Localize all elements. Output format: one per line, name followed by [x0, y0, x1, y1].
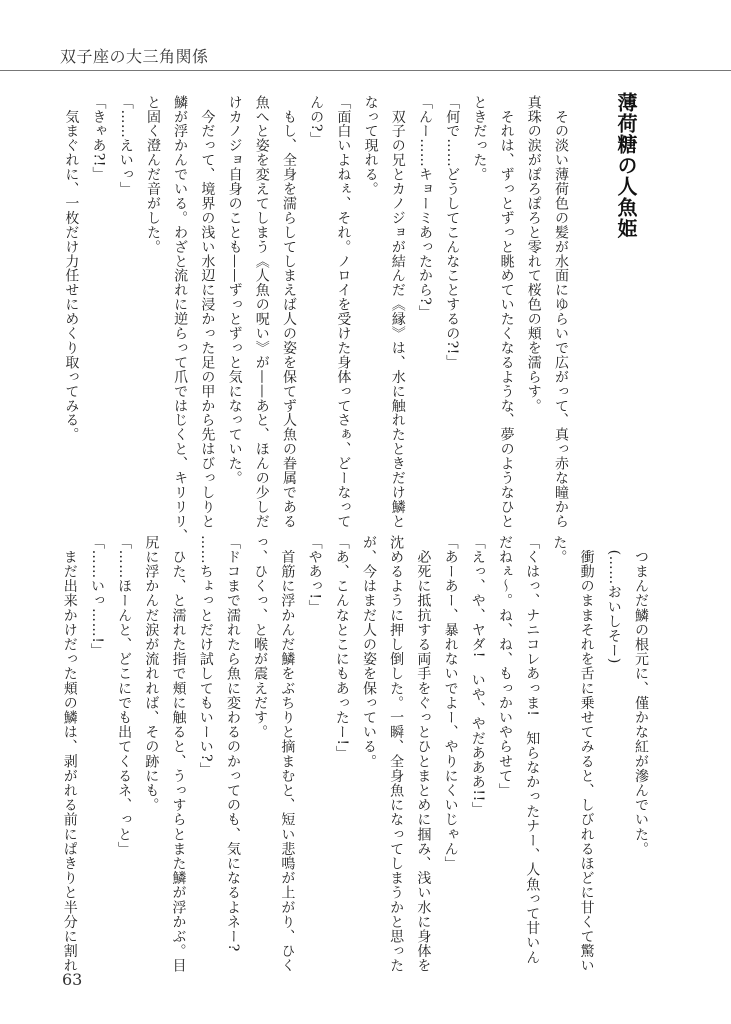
text-line: 気まぐれに、一枚だけ力任せにめくり取ってみる。 — [63, 95, 80, 442]
text-line: 「……ほーんと、どこにでも出てくるネ、っと」 — [116, 535, 133, 857]
text-line: まだ出来かけだった頬の鱗は、剥がれる前にぱきりと半分に割れ — [61, 535, 78, 973]
text-line: 必死に抵抗する両手をぐっとひとまとめに掴み、浅い水に身体を — [415, 535, 432, 973]
text-line: た。 — [551, 535, 568, 565]
text-line: なって現れる。 — [362, 95, 379, 197]
text-line: んの?」 — [308, 95, 325, 147]
text-line: 「何で……どうしてこんなことするの?!」 — [444, 95, 461, 370]
text-line: 魚へと姿を変えてしまう《人魚の呪い》が——あと、ほんの少しだ — [253, 95, 270, 529]
text-line: っ、ひくっ、と喉が震えだす。 — [252, 535, 269, 740]
text-line: 衝動のままそれを舌に乗せてみると、しびれるほどに甘くて驚い — [578, 535, 595, 973]
text-line: その淡い薄荷色の髪が水面にゆらいで広がって、真っ赤な瞳から — [553, 95, 569, 529]
text-line: 「ドコまで濡れたら魚に変わるのかってのも、気になるよネー? — [224, 535, 241, 952]
text-line: 「くはっ、ナニコレあっま! 知らなかったナー、人魚って甘いん — [524, 535, 541, 965]
body-text-upper-tier — [57, 95, 574, 543]
text-line: 「……えいっ」 — [117, 95, 134, 197]
header-rule — [0, 70, 731, 71]
text-line: つまんだ鱗の根元に、僅かな紅が滲んでいた。 — [633, 535, 649, 857]
text-line: 「あ、こんなとこにもあったー!」 — [333, 535, 350, 761]
text-line: けカノジョ自身のことも——ずっとずっと気になっていた。 — [226, 95, 243, 486]
text-line: (……おいしそー) — [605, 535, 622, 664]
page-number: 63 — [62, 970, 83, 989]
text-line: 「えっ、や、ヤダ! いや、やだあああ!!」 — [469, 535, 486, 817]
running-header-title: 双子座の大三角関係 — [60, 47, 209, 66]
text-line: ……ちょっとだけ試してもいーい?」 — [197, 535, 214, 777]
text-line: 「きゃあ?!」 — [90, 95, 107, 182]
text-line: もし、全身を濡らしてしまえば人の姿を保てず人魚の眷属である — [280, 95, 297, 529]
text-line: 今だって、境界の浅い水辺に浸かった足の甲から先はびっしりと — [199, 95, 216, 529]
text-line: が、今はまだ人の姿を保っている。 — [360, 535, 377, 769]
text-line: ひた、と濡れた指で頬に触ると、うっすらとまた鱗が浮かぶ。目 — [170, 535, 187, 973]
body-text-lower-tier — [56, 535, 654, 973]
chapter-title: 薄荷糖の人魚姫 — [614, 92, 638, 239]
text-line: 「……いっ……!」 — [88, 535, 105, 659]
text-line: 「あーあー、暴れないでよー、やりにくいじゃん」 — [442, 535, 459, 871]
text-line: 真珠の涙がぽろぽろと零れて桜色の頬を濡らす。 — [525, 95, 542, 413]
text-line: 首筋に浮かんだ鱗をぶちりと摘まむと、短い悲鳴が上がり、ひく — [279, 535, 296, 973]
text-line: 沈めるように押し倒した。一瞬、全身魚になってしまうかと思った — [388, 535, 405, 973]
text-line: 尻に浮かんだ涙が流れれば、その跡にも。 — [143, 535, 160, 813]
text-line: 鱗が浮かんでいる。わざと流れに逆らって爪ではじくと、キリリリ、 — [172, 95, 189, 543]
text-line: 「やあっ!」 — [306, 535, 323, 615]
text-line: 双子の兄とカノジョが結んだ《縁》は、水に触れたときだけ鱗と — [389, 95, 406, 529]
text-line: だねぇ〜。ね、ね、もっかいやらせて」 — [496, 535, 513, 798]
text-line: と固く澄んだ音がした。 — [144, 95, 161, 254]
text-line: 「んー……キョーミあったから?」 — [416, 95, 433, 320]
text-line: ときだった。 — [471, 95, 488, 182]
text-line: 「面白いよねぇ、それ。ノロイを受けた身体ってさぁ、どーなって — [335, 95, 352, 529]
text-line: それは、ずっとずっと眺めていたくなるような、夢のようなひと — [498, 95, 515, 529]
